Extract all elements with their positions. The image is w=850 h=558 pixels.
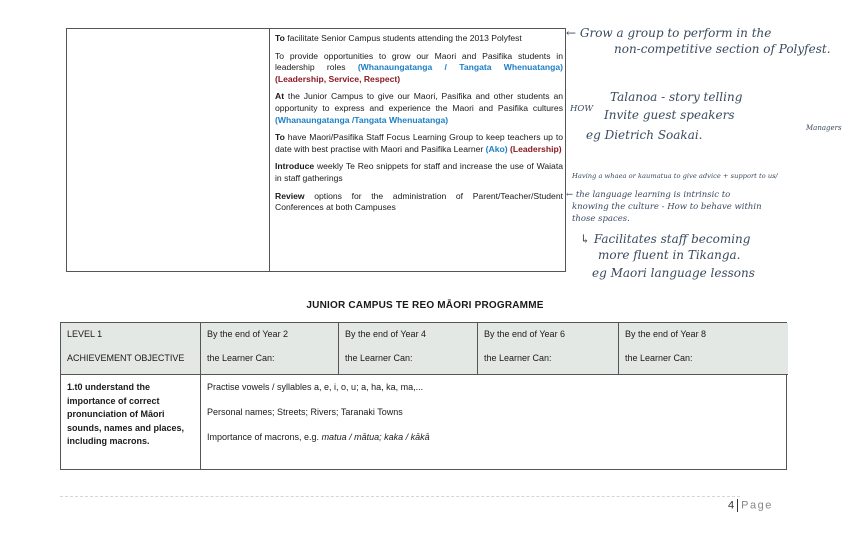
handwritten-note: Talanoa - story telling xyxy=(610,90,743,104)
handwritten-note: ← Grow a group to perform in the xyxy=(566,26,772,40)
goal-text: weekly Te Reo snippets for staff and increase the use of Waiata in staff gatherings xyxy=(275,161,563,183)
goal-item xyxy=(275,33,563,45)
goal-lead: Introduce xyxy=(275,161,315,172)
goal-text: options for the administration of Parent/Teacher/Student Conferences at both Campuses xyxy=(275,190,563,213)
table-header-year4 xyxy=(339,323,478,375)
handwritten-note: ← the language learning is intrinsic to xyxy=(566,190,731,200)
column-title: By the end of Year 4 xyxy=(345,329,427,339)
level-label: LEVEL 1 xyxy=(67,329,103,339)
content-italic: matua / mātua; kaka / kākā xyxy=(321,432,430,442)
table-header-level xyxy=(61,323,201,375)
achievement-label: ACHIEVEMENT OBJECTIVE xyxy=(67,353,185,363)
footer-rule xyxy=(60,496,740,497)
goal-value-tag: (Leadership, Service, Respect) xyxy=(275,73,401,84)
handwritten-note: knowing the culture - How to behave within xyxy=(572,202,762,212)
goal-item xyxy=(275,161,563,184)
goal-text: have Maori/Pasifika Staff Focus Learning Group to keep teachers up to date with best practise with Maori and Pasifika Learner xyxy=(275,132,563,154)
goal-item xyxy=(275,51,563,86)
handwritten-note: Invite guest speakers xyxy=(604,108,735,122)
column-subtitle: the Learner Can: xyxy=(484,353,552,363)
goal-value-tag: (Whanaungatanga /Tangata Whenuatanga) xyxy=(275,114,449,125)
handwritten-note: more fluent in Tikanga. xyxy=(598,248,741,262)
handwritten-note: non-competitive section of Polyfest. xyxy=(614,42,831,56)
programme-table xyxy=(60,322,787,470)
footer-separator xyxy=(737,499,738,512)
goal-value-tag: (Ako) xyxy=(485,143,508,154)
content-text: Importance of macrons, e.g. xyxy=(207,432,322,442)
handwritten-note: HOW xyxy=(570,104,594,114)
goals-table xyxy=(66,28,566,272)
goal-text: To provide opportunities to grow our Maori and Pasifika students in leadership roles xyxy=(275,50,563,73)
column-title: By the end of Year 6 xyxy=(484,329,566,339)
goals-list xyxy=(275,33,563,220)
section-heading: JUNIOR CAMPUS TE REO MĀORI PROGRAMME xyxy=(306,300,544,311)
goal-lead: To xyxy=(275,132,285,143)
handwritten-note: ↳ Facilitates staff becoming xyxy=(580,232,751,246)
goal-item xyxy=(275,191,563,214)
goal-item xyxy=(275,91,563,126)
table-header-year6 xyxy=(478,323,619,375)
goal-text: the Junior Campus to give our Maori, Pasifika and other students an opportunity to express and experience the Maori and Pasifika cultures xyxy=(275,91,563,113)
goal-value-tag: (Whanaungatanga / Tangata Whenuatanga) xyxy=(357,62,563,73)
goal-text: facilitate Senior Campus students attending the 2013 Polyfest xyxy=(284,33,522,43)
column-subtitle: the Learner Can: xyxy=(345,353,413,363)
content-cell xyxy=(201,375,788,470)
handwritten-note: Managers xyxy=(806,124,842,132)
content-line: Personal names; Streets; Rivers; Taranaki Towns xyxy=(207,407,403,417)
goal-lead: At xyxy=(275,91,285,102)
handwritten-note: Having a whaea or kaumatua to give advice + support to us/ xyxy=(572,172,778,180)
page-number: 4 xyxy=(728,499,735,512)
column-subtitle: the Learner Can: xyxy=(625,353,693,363)
page-label: Page xyxy=(741,499,773,512)
handwritten-note: those spaces. xyxy=(572,214,630,224)
goal-value-tag: (Leadership) xyxy=(510,143,562,154)
goal-lead: To xyxy=(275,33,285,43)
column-subtitle: the Learner Can: xyxy=(207,353,275,363)
table-header-year8 xyxy=(619,323,788,375)
table-header-year2 xyxy=(201,323,339,375)
goal-lead: Review xyxy=(275,190,305,201)
column-title: By the end of Year 8 xyxy=(625,329,707,339)
page-footer xyxy=(728,499,773,512)
column-title: By the end of Year 2 xyxy=(207,329,289,339)
handwritten-note: eg Dietrich Soakai. xyxy=(586,128,703,142)
goal-item xyxy=(275,132,563,155)
handwritten-note: eg Maori language lessons xyxy=(592,266,755,280)
content-line: Practise vowels / syllables a, e, i, o, u; a, ha, ka, ma,... xyxy=(207,382,424,392)
content-line xyxy=(207,431,782,443)
table-divider xyxy=(269,29,270,271)
objective-cell: 1.t0 understand the importance of correct pronunciation of Māori sounds, names and places, including macrons. xyxy=(61,375,201,470)
